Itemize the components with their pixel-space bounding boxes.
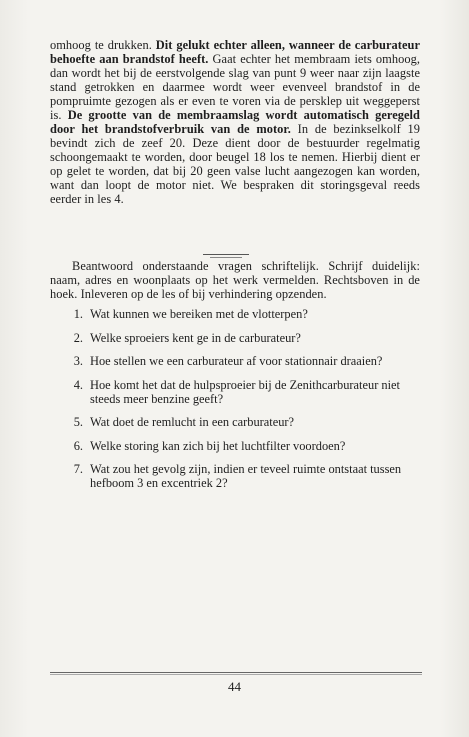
question-text: Welke sproeiers kent ge in de carburateur? xyxy=(90,330,301,345)
question-number: 5. xyxy=(73,415,83,429)
question-item xyxy=(50,415,422,429)
question-number: 2. xyxy=(73,330,83,345)
body-paragraph xyxy=(50,38,420,206)
question-number: 7. xyxy=(73,462,83,476)
question-item xyxy=(50,331,422,345)
question-item xyxy=(50,354,422,368)
section-divider-secondary xyxy=(210,257,242,258)
footer-rule-secondary xyxy=(50,674,422,675)
question-number: 6. xyxy=(73,438,83,453)
question-item xyxy=(50,307,422,321)
question-text: Wat zou het gevolg zijn, indien er teveel ruimte ontstaat tussen hefboom 3 en excentriek 2? xyxy=(90,462,402,490)
question-number: 3. xyxy=(73,354,83,368)
footer-rule xyxy=(50,672,422,673)
text-run: omhoog te drukken. xyxy=(50,38,156,52)
question-list xyxy=(50,307,422,500)
question-item xyxy=(50,462,422,490)
section-divider xyxy=(203,254,249,255)
question-number: 4. xyxy=(73,377,83,392)
text-run: Gaat echter het membraam iets omhoog, dan wordt het bij de eerstvolgende slag van punt 9 weer naar zijn laagste stand getrokken en daarmee wordt weer evenveel brandstof in de pompruimte gezogen als er even te voren via de persklep uit weggeperst is. xyxy=(50,52,420,122)
question-text: Wat doet de remlucht in een carburateur? xyxy=(90,415,295,429)
instructions-paragraph: Beantwoord onderstaande vragen schriftelijk. Schrijf duidelijk: naam, adres en woonplaats op het werk vermelden. Rechtsboven in de hoek. Inleveren op de les of bij verhindering opzenden. xyxy=(50,259,420,301)
bold-text-run: Dit gelukt echter alleen, wanneer de carburateur behoefte aan brandstof heeft. xyxy=(50,38,421,66)
text-run: In de bezinkselkolf 19 bevindt zich de zeef 20. Deze dient door de bestuurder regelmatig schoongemaakt te worden, door beugel 18 los te nemen. Hierbij dient er op gelet te worden, dat bij 20 geen valse lucht aangezogen kan worden, want dan loopt de motor niet. We bespraken dit storingsgeval reeds eerder in les 4. xyxy=(50,122,420,206)
question-item xyxy=(50,439,422,453)
bold-text-run: De grootte van de membraamslag wordt automatisch geregeld door het brandstofverbruik van de motor. xyxy=(50,108,420,136)
question-item xyxy=(50,378,422,406)
question-text: Hoe komt het dat de hulpsproeier bij de Zenithcarburateur niet steeds meer benzine geeft? xyxy=(90,377,401,406)
page-number: 44 xyxy=(228,679,241,694)
question-number: 1. xyxy=(73,307,83,321)
question-text: Wat kunnen we bereiken met de vlotterpen? xyxy=(90,307,308,321)
question-text: Welke storing kan zich bij het luchtfilter voordoen? xyxy=(90,438,346,453)
question-text: Hoe stellen we een carburateur af voor stationnair draaien? xyxy=(90,354,383,368)
